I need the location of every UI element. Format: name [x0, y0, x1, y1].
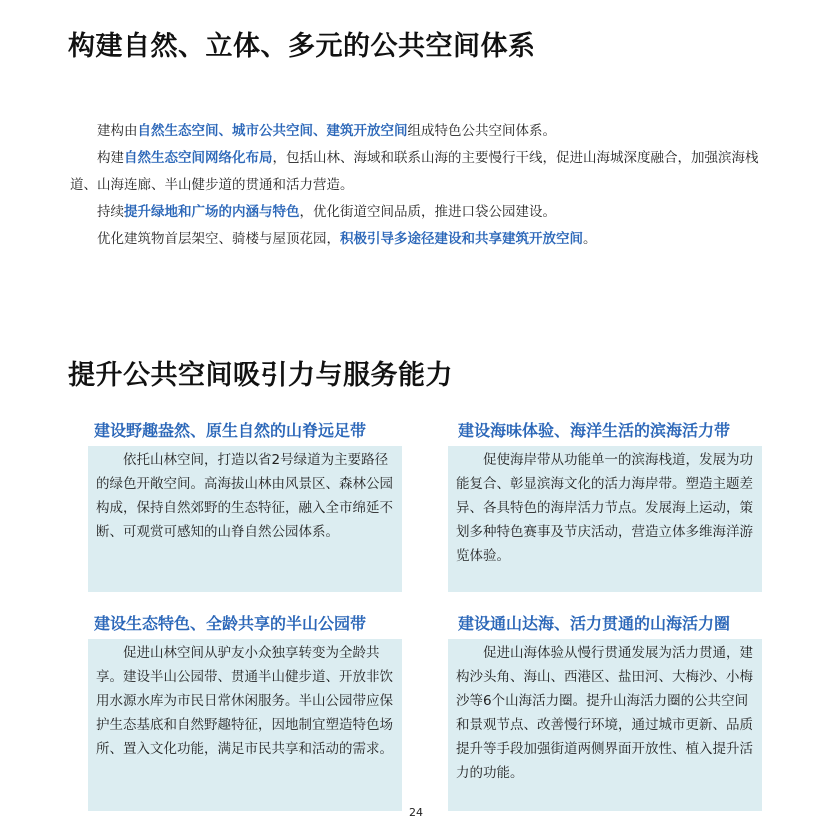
card-body: 依托山林空间，打造以省2号绿道为主要路径的绿色开敞空间。高海拔山林由风景区、森林公园构成，保持自然郊野的生态特征，融入全市绵延不断、可观赏可感知的山脊自然公园体系。 [88, 446, 402, 592]
para-highlight: 自然生态空间、城市公共空间、建筑开放空间 [137, 123, 408, 139]
para-text: 。 [583, 231, 597, 247]
intro-paragraph [70, 118, 770, 145]
intro-text [70, 118, 770, 253]
section-title-public-space-attraction: 提升公共空间吸引力与服务能力 [68, 360, 453, 391]
card-coastal-vitality-belt [448, 420, 768, 592]
card-body: 促使海岸带从功能单一的滨海栈道，发展为功能复合、彰显滨海文化的活力海岸带。塑造主题差异、各具特色的海岸活力节点。发展海上运动，策划多种特色赛事及节庆活动，营造立体多维海洋游览体验。 [448, 446, 762, 592]
card-ridge-hiking-belt [88, 420, 408, 592]
card-mountain-sea-vitality-circle [448, 613, 768, 811]
intro-paragraph [70, 199, 770, 226]
intro-paragraph [70, 145, 770, 199]
para-highlight: 自然生态空间网络化布局 [124, 150, 273, 166]
para-highlight: 积极引导多途径建设和共享建筑开放空间 [340, 231, 583, 247]
para-text: ，优化街道空间品质，推进口袋公园建设。 [299, 204, 556, 220]
para-text: 组成特色公共空间体系。 [407, 123, 556, 139]
card-title: 建设野趣盎然、原生自然的山脊远足带 [94, 421, 367, 440]
card-body: 促进山海体验从慢行贯通发展为活力贯通，建构沙头角、海山、西港区、盐田河、大梅沙、小梅沙等6个山海活力圈。提升山海活力圈的公共空间和景观节点、改善慢行环境，通过城市更新、品质提升等手段加强街道两侧界面开放性、植入提升活力的功能。 [448, 639, 762, 811]
card-hillside-park-belt [88, 613, 408, 811]
intro-paragraph [70, 226, 770, 253]
page-number: 24 [409, 806, 423, 819]
para-text: 优化建筑物首层架空、骑楼与屋顶花园， [97, 231, 340, 247]
para-text: 构建 [97, 150, 124, 166]
card-title: 建设海味体验、海洋生活的滨海活力带 [458, 421, 731, 440]
para-highlight: 提升绿地和广场的内涵与特色 [124, 204, 300, 220]
card-title: 建设通山达海、活力贯通的山海活力圈 [458, 614, 731, 633]
card-title: 建设生态特色、全龄共享的半山公园带 [94, 614, 367, 633]
para-text: 建构由 [97, 123, 138, 139]
card-body: 促进山林空间从驴友小众独享转变为全龄共享。建设半山公园带、贯通半山健步道、开放非饮用水源水库为市民日常休闲服务。半山公园带应保护生态基底和自然野趣特征，因地制宜塑造特色场所、置入文化功能，满足市民共享和活动的需求。 [88, 639, 402, 811]
para-text: 持续 [97, 204, 124, 220]
para-text: ，包括山林、海域和联系山海的主要慢行干线，促进山海城深度融合，加强滨海栈道、山海连廊、半山健步道的贯通和活力营造。 [70, 150, 759, 193]
section-title-public-space-system: 构建自然、立体、多元的公共空间体系 [68, 31, 536, 62]
